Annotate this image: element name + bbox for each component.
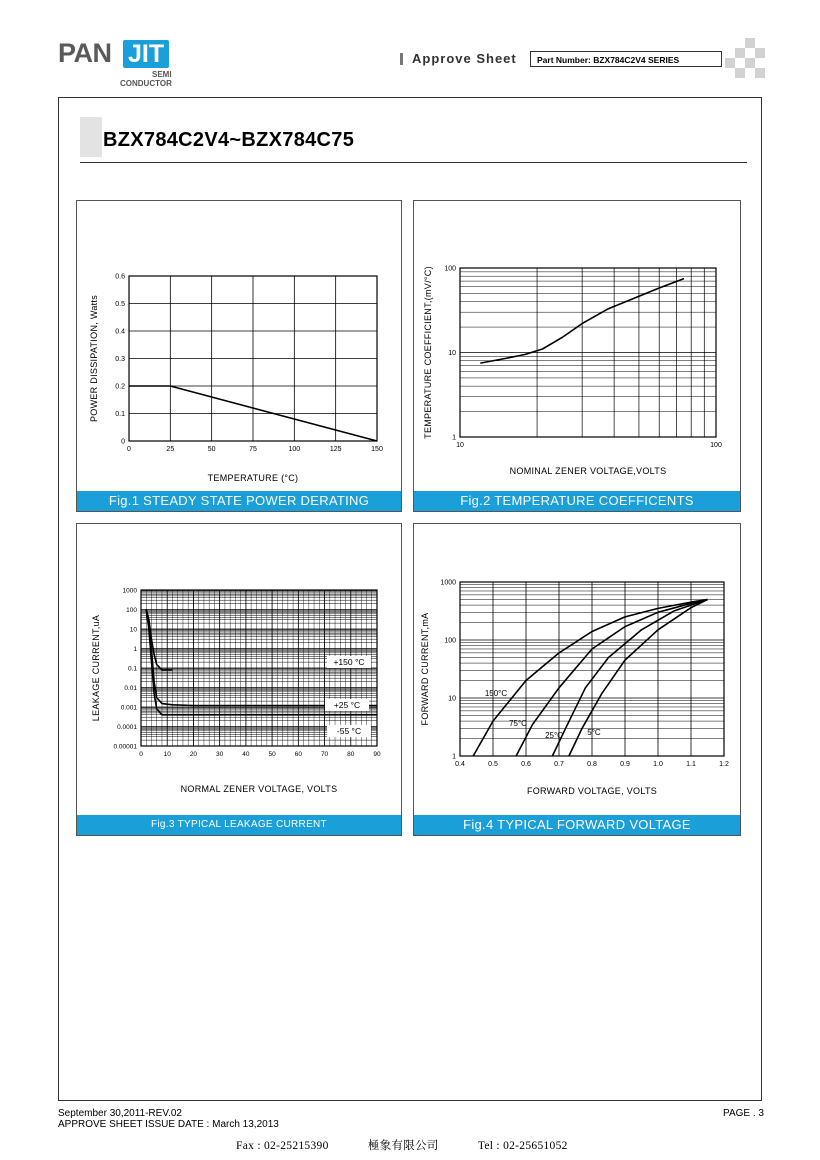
y-tick-label: 0.0001 [117, 724, 137, 731]
x-tick-label: 70 [320, 751, 329, 758]
figure-4-caption: Fig.4 TYPICAL FORWARD VOLTAGE [414, 815, 740, 835]
figure-1-chart [77, 201, 403, 493]
curve-label: +25 °C [333, 700, 361, 710]
x-tick-label: 50 [268, 751, 276, 758]
y-axis-label: POWER DISSIPATION, Watts [89, 294, 99, 423]
curve-label: 150°C [484, 689, 508, 698]
x-tick-label: 75 [249, 446, 257, 453]
figure-2-chart [414, 201, 742, 493]
document-title: BZX784C2V4~BZX784C75 [103, 129, 355, 151]
x-tick-label: 10 [456, 442, 464, 449]
tel-number: Tel : 02-25651052 [477, 1140, 568, 1152]
y-tick-label: 100 [126, 607, 137, 614]
part-number-box: Part Number: BZX784C2V4 SERIES [530, 51, 722, 67]
y-tick-label: 1 [452, 753, 456, 761]
x-tick-label: 30 [216, 751, 224, 758]
issue-date: APPROVE SHEET ISSUE DATE : March 13,2013 [58, 1119, 279, 1130]
y-axis-label: FORWARD CURRENT,mA [420, 612, 430, 726]
logo-brand-left: PAN [58, 38, 112, 68]
y-axis-label: TEMPERATURE COEFFICIENT,(mV/°C) [423, 266, 433, 439]
page-number: PAGE . 3 [723, 1108, 764, 1119]
logo-brand-right: JIT [123, 40, 169, 68]
x-tick-label: 50 [207, 446, 216, 453]
x-tick-label: 0.9 [620, 761, 630, 768]
figure-4-chart [414, 524, 742, 817]
x-tick-label: 1.2 [719, 761, 729, 768]
y-tick-label: 0 [121, 438, 125, 446]
figure-1-caption: Fig.1 STEADY STATE POWER DERATING [77, 491, 401, 511]
x-tick-label: 1.1 [686, 761, 696, 768]
x-axis-label: NORMAL ZENER VOLTAGE, VOLTS [180, 784, 338, 794]
y-tick-label: 1 [452, 434, 456, 442]
y-tick-label: 1000 [440, 579, 456, 587]
x-axis-label: FORWARD VOLTAGE, VOLTS [526, 786, 658, 796]
y-tick-label: 1000 [122, 587, 137, 595]
x-tick-label: 0.6 [521, 761, 531, 768]
approve-marker [400, 53, 403, 65]
figure-3-chart [77, 524, 403, 817]
x-tick-label: 1.0 [653, 761, 663, 768]
y-tick-label: 0.001 [120, 704, 137, 712]
x-tick-label: 0.4 [455, 761, 465, 768]
x-tick-label: 80 [347, 751, 355, 758]
y-tick-label: 0.01 [124, 685, 137, 692]
x-tick-label: 0 [139, 751, 143, 758]
x-tick-label: 90 [373, 751, 381, 758]
curve-label: -55 °C [336, 726, 362, 736]
company-name: 極象有限公司 [367, 1140, 439, 1152]
y-tick-label: 0.1 [115, 411, 125, 418]
curve-label: 25°C [545, 731, 563, 740]
figure-2-caption: Fig.2 TEMPERATURE COEFFICENTS [414, 491, 740, 511]
x-tick-label: 10 [163, 751, 171, 758]
y-tick-label: 0.00001 [113, 743, 137, 751]
revision-date: September 30,2011-REV.02 [58, 1108, 182, 1119]
x-tick-label: 20 [189, 751, 198, 758]
y-tick-label: 0.2 [115, 383, 125, 391]
contact-line [236, 1141, 568, 1152]
y-tick-label: 1 [133, 646, 137, 653]
x-tick-label: 25 [166, 446, 175, 453]
y-tick-label: 10 [448, 350, 456, 357]
x-tick-label: 0.7 [554, 761, 564, 768]
y-tick-label: 0.5 [115, 301, 125, 308]
x-tick-label: 100 [288, 446, 301, 453]
y-tick-label: 10 [129, 626, 137, 634]
y-tick-label: 10 [448, 695, 456, 703]
figure-4-panel [413, 523, 741, 836]
figure-3-panel [76, 523, 402, 836]
corner-decoration [725, 38, 765, 78]
y-tick-label: 100 [444, 637, 456, 645]
x-axis-label: NOMINAL ZENER VOLTAGE,VOLTS [509, 466, 667, 476]
title-divider [80, 162, 747, 163]
y-tick-label: 0.1 [127, 665, 137, 673]
x-tick-label: 40 [242, 751, 250, 758]
company-logo [58, 38, 188, 88]
x-tick-label: 60 [294, 751, 302, 758]
figure-1-panel [76, 200, 402, 512]
x-tick-label: 100 [710, 442, 722, 449]
y-tick-label: 0.6 [115, 273, 125, 281]
x-tick-label: 0 [127, 446, 131, 453]
curve-label: 75°C [509, 719, 527, 728]
y-axis-label: LEAKAGE CURRENT,uA [91, 614, 101, 722]
x-tick-label: 150 [371, 446, 383, 453]
title-accent [80, 117, 102, 157]
curve-label: +150 °C [333, 657, 365, 667]
x-tick-label: 0.5 [488, 761, 498, 768]
x-tick-label: 125 [329, 446, 342, 453]
approve-sheet-title: Approve Sheet [412, 51, 517, 66]
series-line-3 [552, 600, 707, 757]
logo-sub-conductor: CONDUCTOR [120, 79, 172, 88]
y-tick-label: 0.3 [115, 356, 125, 363]
x-axis-label: TEMPERATURE (°C) [207, 473, 299, 483]
figure-2-panel [413, 200, 741, 512]
y-tick-label: 0.4 [115, 328, 125, 336]
y-tick-label: 100 [444, 265, 456, 273]
figure-3-caption: Fig.3 TYPICAL LEAKAGE CURRENT [77, 815, 401, 835]
x-tick-label: 0.8 [587, 761, 597, 768]
fax-number: Fax : 02-25215390 [236, 1140, 329, 1152]
logo-sub-semi: SEMI [152, 70, 172, 79]
curve-label: 5°C [587, 728, 601, 737]
